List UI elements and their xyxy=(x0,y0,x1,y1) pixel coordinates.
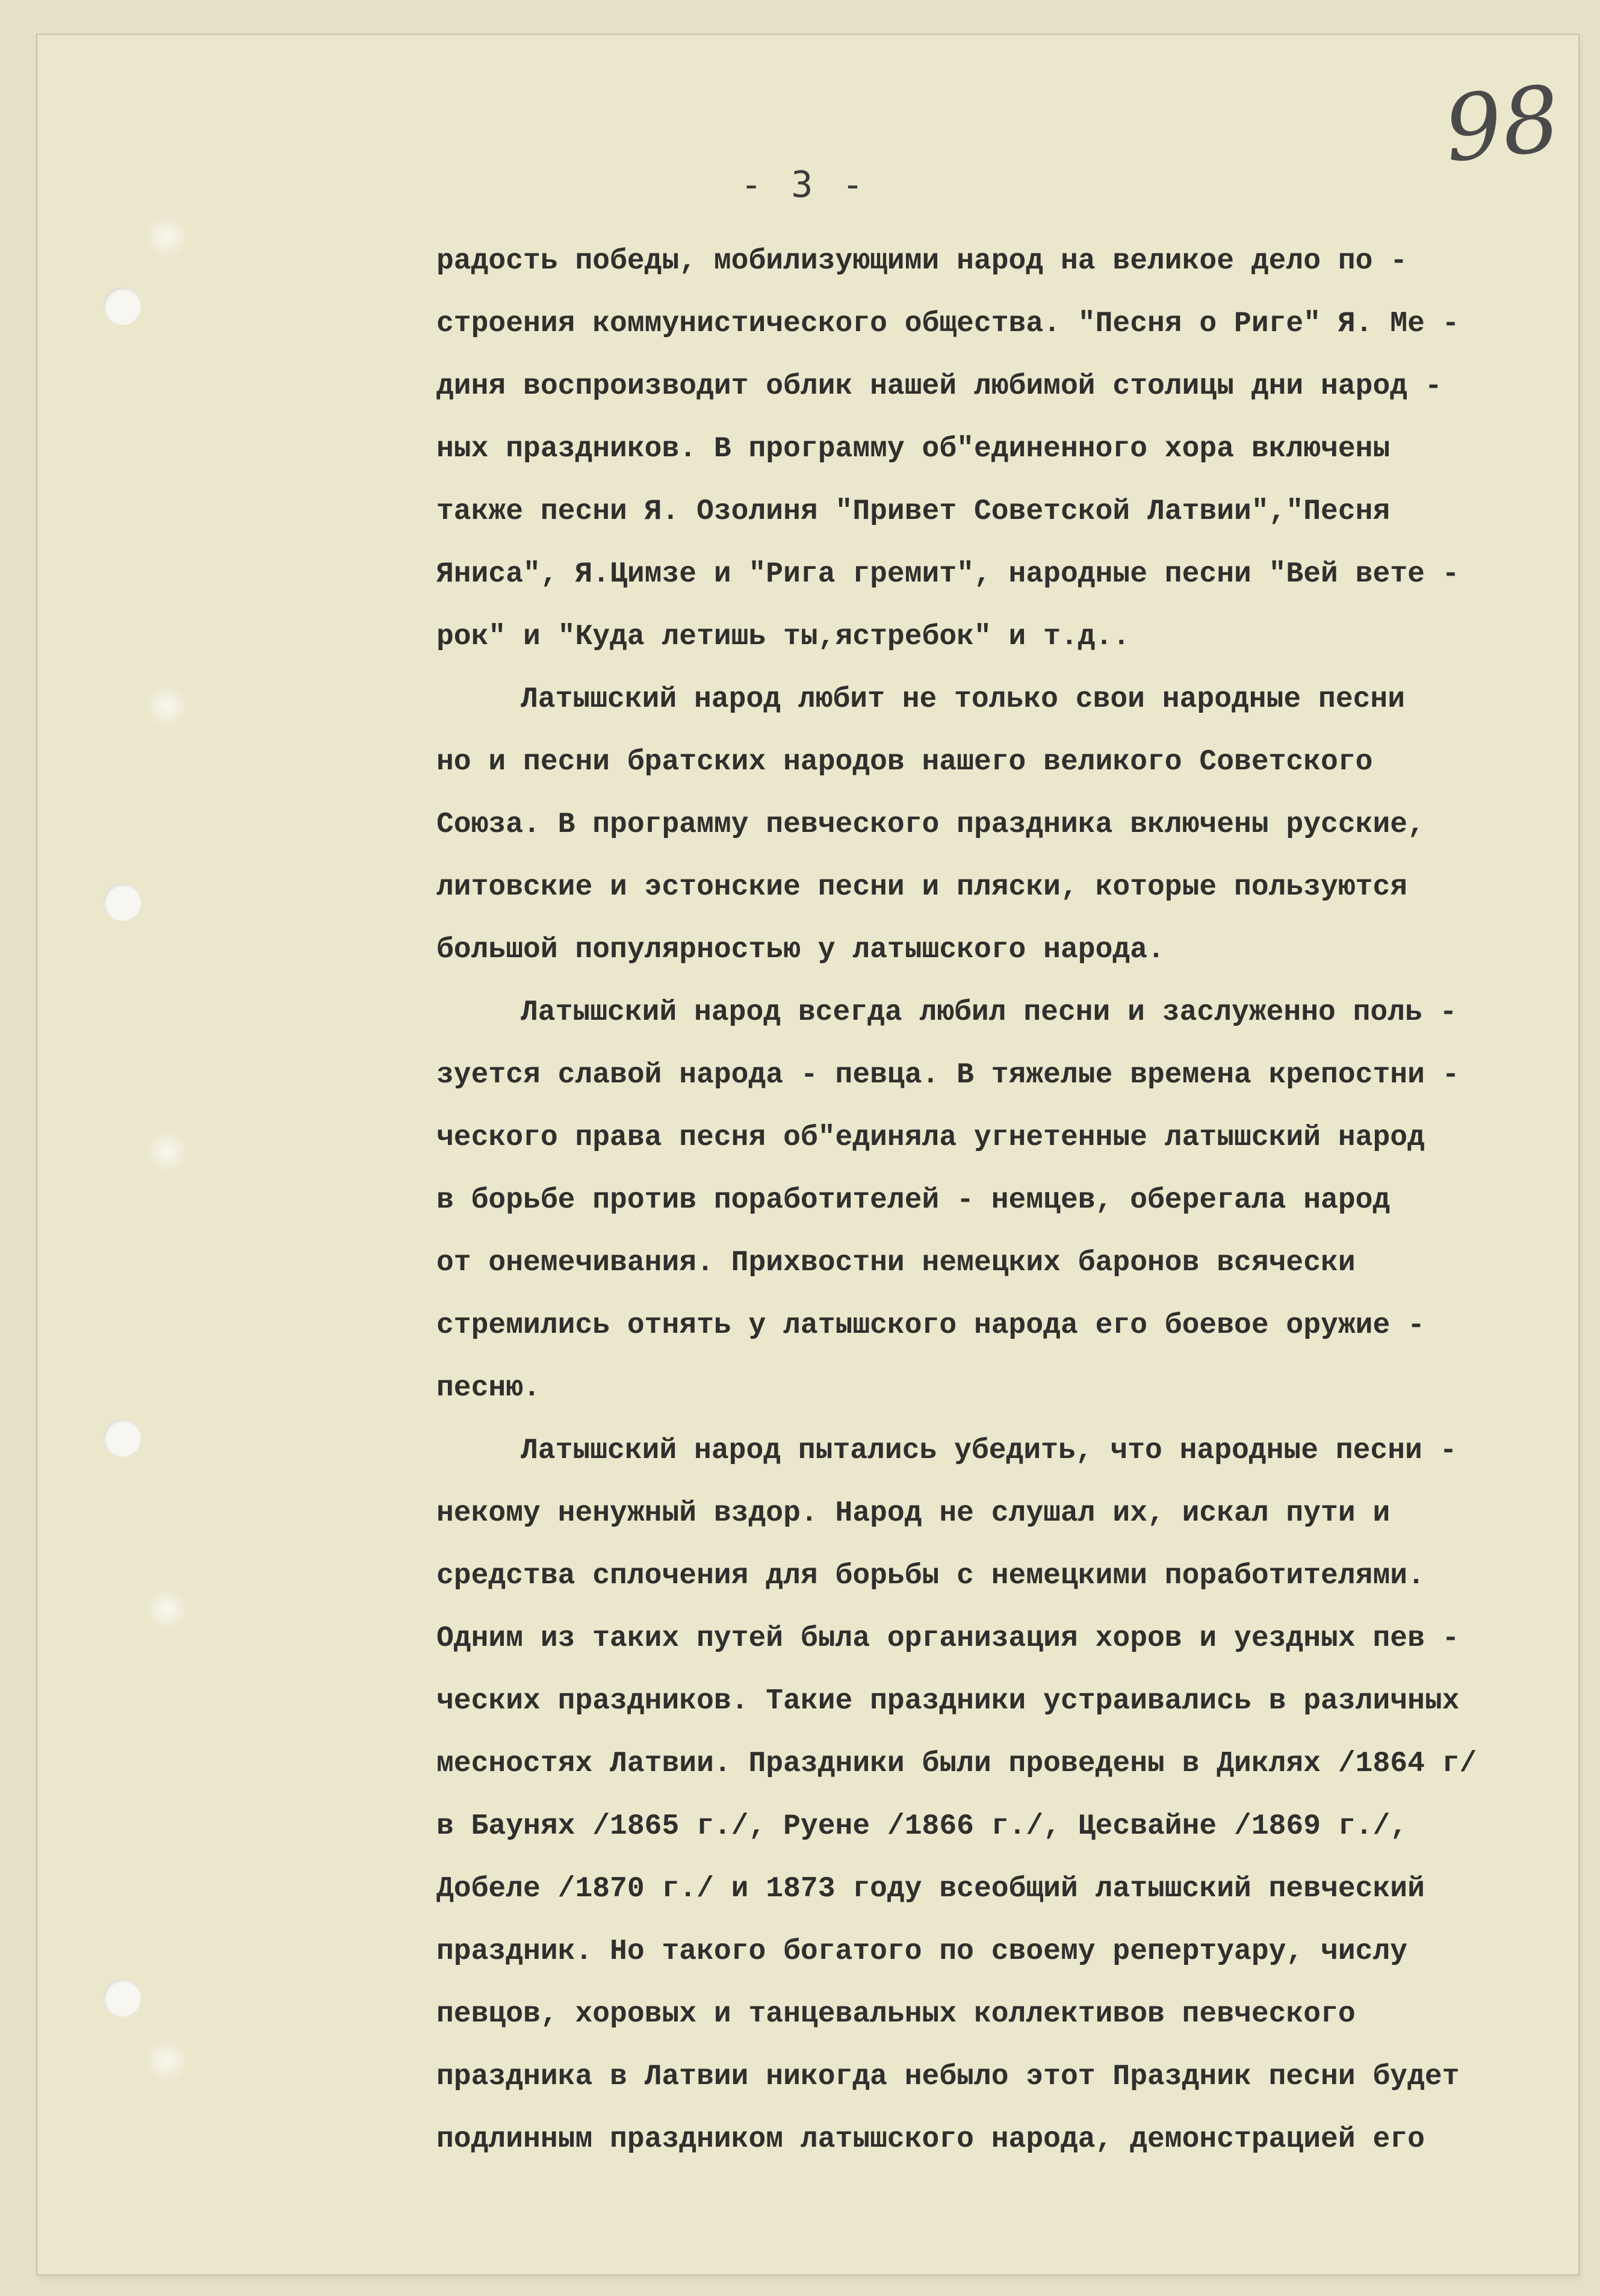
text-line: певцов, хоровых и танцевальных коллективов певческого xyxy=(436,1998,1356,2031)
punch-hole xyxy=(104,884,141,921)
punch-hole xyxy=(104,1979,141,2017)
seal-emboss xyxy=(146,216,188,258)
seal-emboss xyxy=(146,685,188,727)
text-line: строения коммунистического общества. "Песня о Риге" Я. Ме - xyxy=(436,308,1460,340)
text-line: ческих праздников. Такие праздники устраивались в различных xyxy=(436,1685,1460,1717)
text-line: в Баунях /1865 г./, Руене /1866 г./, Цесвайне /1869 г./, xyxy=(436,1810,1408,1843)
paragraph-start-line: Латышский народ пытались убедить, что народные песни - xyxy=(521,1435,1457,1467)
text-line: зуется славой народа - певца. В тяжелые времена крепостни - xyxy=(436,1059,1460,1091)
text-line: рок" и "Куда летишь ты,ястребок" и т.д.. xyxy=(436,621,1130,653)
text-line: подлинным праздником латышского народа, демонстрацией его xyxy=(436,2123,1425,2156)
text-line: Яниса", Я.Цимзе и "Рига гремит", народные песни "Вей вете - xyxy=(436,558,1460,591)
seal-emboss xyxy=(146,1588,188,1630)
text-line: Добеле /1870 г./ и 1873 году всеобщий латышский певческий xyxy=(436,1873,1425,1905)
text-line: ческого права песня об"единяла угнетенные латышский народ xyxy=(436,1122,1425,1154)
text-line: Союза. В программу певческого праздника включены русские, xyxy=(436,808,1425,841)
page-number: - 3 - xyxy=(740,164,867,206)
text-line: литовские и эстонские песни и пляски, которые пользуются xyxy=(436,871,1408,904)
text-line: но и песни братских народов нашего великого Советского xyxy=(436,746,1373,778)
paragraph-start-line: Латышский народ всегда любил песни и заслуженно поль - xyxy=(521,996,1457,1029)
text-line: радость победы, мобилизующими народ на великое дело по - xyxy=(436,245,1408,278)
text-line: ных праздников. В программу об"единенного хора включены xyxy=(436,433,1391,465)
punch-hole xyxy=(104,288,141,325)
punch-hole xyxy=(104,1419,141,1457)
text-line: некому ненужный вздор. Народ не слушал их, искал пути и xyxy=(436,1497,1391,1530)
text-line: средства сплочения для борьбы с немецкими поработителями. xyxy=(436,1560,1425,1592)
seal-emboss xyxy=(146,1131,188,1173)
text-line: Одним из таких путей была организация хоров и уездных пев - xyxy=(436,1622,1460,1655)
paragraph-start-line: Латышский народ любит не только свои народные песни xyxy=(521,683,1406,716)
text-line: большой популярностью у латышского народа. xyxy=(436,934,1165,966)
text-line: в борьбе против поработителей - немцев, оберегала народ xyxy=(436,1184,1391,1217)
text-line: месностях Латвии. Праздники были проведены в Диклях /1864 г/ xyxy=(436,1748,1477,1780)
text-line: стремились отнять у латышского народа его боевое оружие - xyxy=(436,1309,1425,1342)
archive-page-number: 98 xyxy=(1439,66,1565,183)
text-line: от онемечивания. Прихвостни немецких баронов всячески xyxy=(436,1247,1356,1279)
text-line: праздника в Латвии никогда небыло этот Праздник песни будет xyxy=(436,2061,1460,2093)
seal-emboss xyxy=(146,2040,188,2082)
text-line: также песни Я. Озолиня "Привет Советской Латвии","Песня xyxy=(436,495,1391,528)
text-line: песню. xyxy=(436,1372,541,1404)
typed-text-body xyxy=(436,230,1544,2171)
text-line: праздник. Но такого богатого по своему репертуару, числу xyxy=(436,1935,1408,1968)
text-line: диня воспроизводит облик нашей любимой столицы дни народ - xyxy=(436,370,1442,403)
